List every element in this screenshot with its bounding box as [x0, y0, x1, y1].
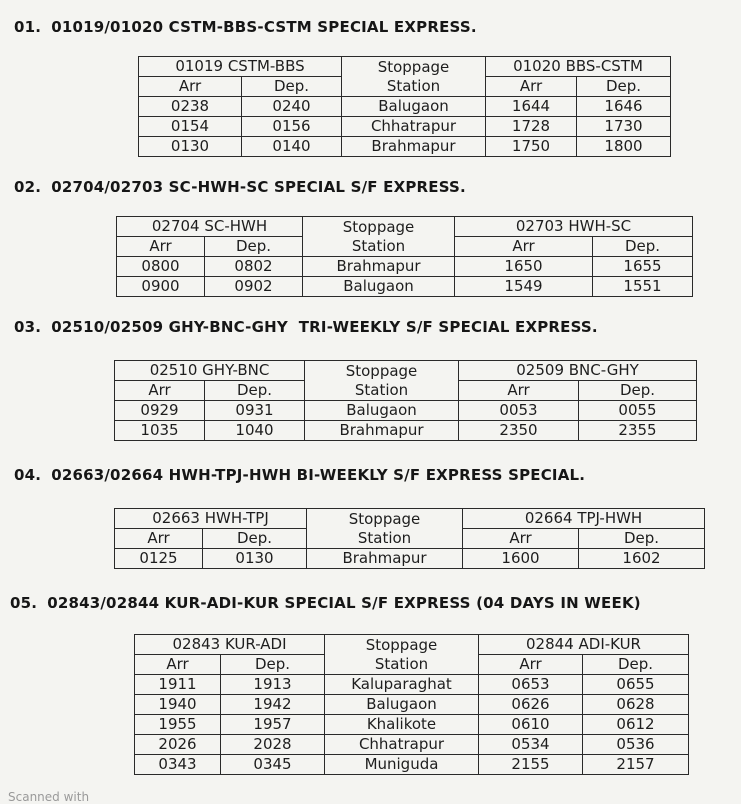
arr-time: 0653 [479, 675, 583, 695]
table-row [115, 421, 697, 441]
arr-time: 0125 [115, 549, 203, 569]
arr-header: Arr [135, 655, 221, 675]
station-name: Chhatrapur [325, 735, 479, 755]
arr-time: 1549 [455, 277, 593, 297]
stoppage-station-header: Stoppage Station [342, 57, 486, 97]
dep-time: 1040 [205, 421, 305, 441]
arr-header: Arr [486, 77, 577, 97]
dep-header: Dep. [577, 77, 671, 97]
section-number: 01. [14, 18, 42, 36]
station-name: Brahmapur [307, 549, 463, 569]
dep-time: 0628 [583, 695, 689, 715]
station-name: Brahmapur [305, 421, 459, 441]
dep-time: 0902 [205, 277, 303, 297]
dep-time: 0156 [242, 117, 342, 137]
arr-time: 1940 [135, 695, 221, 715]
dep-time: 1730 [577, 117, 671, 137]
arr-time: 0626 [479, 695, 583, 715]
arr-time: 1035 [115, 421, 205, 441]
arr-header: Arr [139, 77, 242, 97]
arr-time: 1955 [135, 715, 221, 735]
section-title-03 [14, 318, 598, 336]
dep-header: Dep. [221, 655, 325, 675]
dep-time: 1646 [577, 97, 671, 117]
section-number: 05. [10, 594, 38, 612]
dep-header: Dep. [203, 529, 307, 549]
section-title-05 [10, 594, 641, 612]
dep-header: Dep. [579, 381, 697, 401]
stoppage-station-header: Stoppage Station [307, 509, 463, 549]
arr-time: 2350 [459, 421, 579, 441]
table-row [117, 257, 693, 277]
stoppage-station-header: Stoppage Station [305, 361, 459, 401]
timetable-05 [134, 634, 689, 775]
arr-time: 0929 [115, 401, 205, 421]
dep-time: 2028 [221, 735, 325, 755]
dep-header: Dep. [205, 237, 303, 257]
section-heading: 02704/02703 SC-HWH-SC SPECIAL S/F EXPRESS. [51, 178, 466, 196]
dep-time: 1957 [221, 715, 325, 735]
dep-time: 0536 [583, 735, 689, 755]
dep-time: 1913 [221, 675, 325, 695]
table-row [135, 755, 689, 775]
station-name: Balugaon [305, 401, 459, 421]
dep-time: 0140 [242, 137, 342, 157]
table-row [115, 401, 697, 421]
arr-header: Arr [115, 529, 203, 549]
arr-time: 0534 [479, 735, 583, 755]
section-title-04 [14, 466, 585, 484]
section-heading: 02663/02664 HWH-TPJ-HWH BI-WEEKLY S/F EXPRESS SPECIAL. [51, 466, 586, 484]
dep-time: 1655 [593, 257, 693, 277]
arr-header: Arr [459, 381, 579, 401]
table-row [135, 735, 689, 755]
dep-header: Dep. [593, 237, 693, 257]
arr-time: 1650 [455, 257, 593, 277]
timetable-04 [114, 508, 705, 569]
station-name: Khalikote [325, 715, 479, 735]
arr-time: 0238 [139, 97, 242, 117]
section-heading: 01019/01020 CSTM-BBS-CSTM SPECIAL EXPRESS. [51, 18, 477, 36]
station-name: Muniguda [325, 755, 479, 775]
train-header-right: 02844 ADI-KUR [479, 635, 689, 655]
table-row [135, 715, 689, 735]
train-header-right: 01020 BBS-CSTM [486, 57, 671, 77]
arr-time: 1911 [135, 675, 221, 695]
section-title-01 [14, 18, 477, 36]
arr-time: 1644 [486, 97, 577, 117]
station-name: Balugaon [303, 277, 455, 297]
station-name: Brahmapur [303, 257, 455, 277]
arr-header: Arr [455, 237, 593, 257]
dep-time: 0240 [242, 97, 342, 117]
arr-header: Arr [115, 381, 205, 401]
arr-time: 2026 [135, 735, 221, 755]
train-header-left: 01019 CSTM-BBS [139, 57, 342, 77]
table-row [139, 97, 671, 117]
arr-time: 0130 [139, 137, 242, 157]
section-heading: 02843/02844 KUR-ADI-KUR SPECIAL S/F EXPRESS (04 DAYS IN WEEK) [47, 594, 641, 612]
station-name: Balugaon [342, 97, 486, 117]
dep-time: 0802 [205, 257, 303, 277]
dep-time: 1942 [221, 695, 325, 715]
timetable-03 [114, 360, 697, 441]
dep-time: 0931 [205, 401, 305, 421]
station-name: Kaluparaghat [325, 675, 479, 695]
arr-time: 0800 [117, 257, 205, 277]
arr-time: 2155 [479, 755, 583, 775]
train-header-left: 02843 KUR-ADI [135, 635, 325, 655]
section-number: 02. [14, 178, 42, 196]
arr-time: 0053 [459, 401, 579, 421]
dep-header: Dep. [579, 529, 705, 549]
dep-time: 0055 [579, 401, 697, 421]
arr-time: 0343 [135, 755, 221, 775]
section-heading: 02510/02509 GHY-BNC-GHY TRI-WEEKLY S/F SPECIAL EXPRESS. [51, 318, 598, 336]
station-name: Brahmapur [342, 137, 486, 157]
timetable-01 [138, 56, 671, 157]
dep-time: 0612 [583, 715, 689, 735]
table-row [135, 695, 689, 715]
train-header-left: 02510 GHY-BNC [115, 361, 305, 381]
station-name: Chhatrapur [342, 117, 486, 137]
arr-time: 1600 [463, 549, 579, 569]
scanner-footer: Scanned with [8, 790, 90, 804]
arr-header: Arr [117, 237, 205, 257]
dep-time: 2157 [583, 755, 689, 775]
train-header-left: 02663 HWH-TPJ [115, 509, 307, 529]
arr-time: 0610 [479, 715, 583, 735]
arr-header: Arr [479, 655, 583, 675]
dep-header: Dep. [583, 655, 689, 675]
dep-time: 1602 [579, 549, 705, 569]
dep-time: 0130 [203, 549, 307, 569]
arr-header: Arr [463, 529, 579, 549]
dep-header: Dep. [205, 381, 305, 401]
train-header-right: 02703 HWH-SC [455, 217, 693, 237]
table-row [139, 137, 671, 157]
stoppage-station-header: Stoppage Station [303, 217, 455, 257]
station-name: Balugaon [325, 695, 479, 715]
section-title-02 [14, 178, 466, 196]
table-row [135, 675, 689, 695]
stoppage-station-header: Stoppage Station [325, 635, 479, 675]
train-header-right: 02509 BNC-GHY [459, 361, 697, 381]
section-number: 04. [14, 466, 42, 484]
dep-time: 2355 [579, 421, 697, 441]
arr-time: 0900 [117, 277, 205, 297]
timetable-02 [116, 216, 693, 297]
train-header-right: 02664 TPJ-HWH [463, 509, 705, 529]
dep-time: 1800 [577, 137, 671, 157]
section-number: 03. [14, 318, 42, 336]
dep-time: 0345 [221, 755, 325, 775]
dep-time: 0655 [583, 675, 689, 695]
dep-time: 1551 [593, 277, 693, 297]
arr-time: 1750 [486, 137, 577, 157]
arr-time: 1728 [486, 117, 577, 137]
table-row [139, 117, 671, 137]
dep-header: Dep. [242, 77, 342, 97]
train-header-left: 02704 SC-HWH [117, 217, 303, 237]
table-row [115, 549, 705, 569]
table-row [117, 277, 693, 297]
arr-time: 0154 [139, 117, 242, 137]
